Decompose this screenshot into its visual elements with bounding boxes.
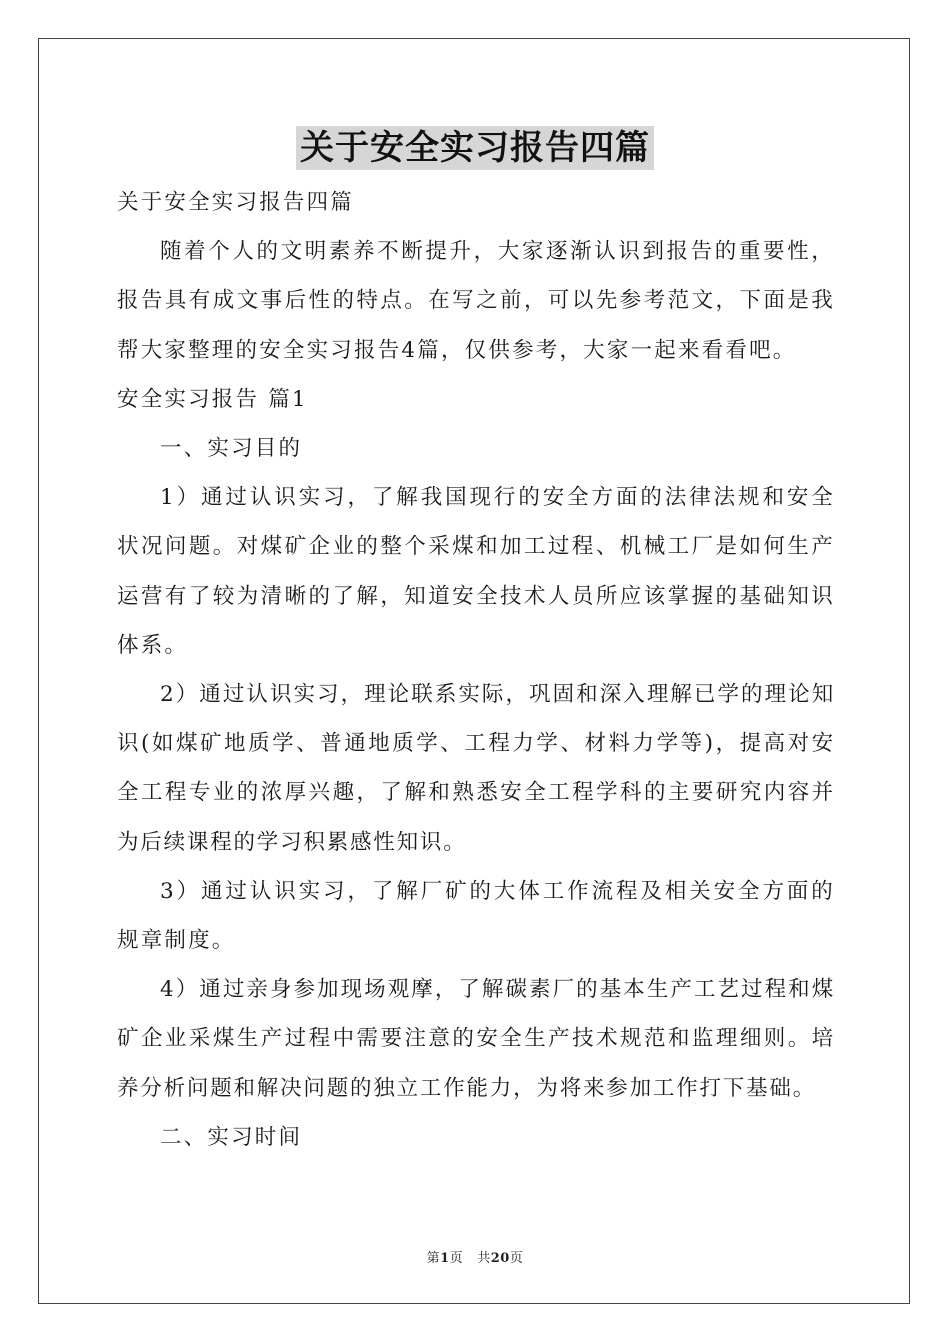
subsection-heading: 二、实习时间 [160,1124,303,1150]
paragraph: 2）通过认识实习，理论联系实际，巩固和深入理解已学的理论知识(如煤矿地质学、普通地质学、工程力学、材料力学等)，提高对安全工程专业的浓厚兴趣，了解和熟悉安全工程学科的主要研究内容并为后续课程的学习积累感性知识。 [117,682,835,855]
page-prefix: 第 [426,1251,441,1266]
paragraph: 3）通过认识实习，了解厂矿的大体工作流程及相关安全方面的规章制度。 [117,878,835,954]
paragraph: 随着个人的文明素养不断提升，大家逐渐认识到报告的重要性，报告具有成文事后性的特点。在写之前，可以先参考范文，下面是我帮大家整理的安全实习报告4篇，仅供参考，大家一起来看看吧。 [117,239,835,363]
page-footer [0,1247,950,1266]
total-prefix: 共 [477,1251,491,1266]
section-heading: 安全实习报告 篇1 [117,386,308,412]
subsection-heading: 一、实习目的 [160,436,303,462]
title-wrap [0,126,950,170]
page-unit: 页 [449,1251,464,1266]
page-current: 1 [440,1251,450,1266]
total-unit: 页 [509,1251,524,1266]
paragraph: 关于安全实习报告四篇 [117,190,355,215]
paragraph: 4）通过亲身参加现场观摩，了解碳素厂的基本生产工艺过程和煤矿企业采煤生产过程中需要注意的安全生产技术规范和监理细则。培养分析问题和解决问题的独立工作能力，为将来参加工作打下基础。 [117,977,835,1101]
document-body [117,178,835,1162]
document-title: 关于安全实习报告四篇 [296,126,654,170]
page-total: 20 [490,1251,510,1266]
paragraph: 1）通过认识实习，了解我国现行的安全方面的法律法规和安全状况问题。对煤矿企业的整个采煤和加工过程、机械工厂是如何生产运营有了较为清晰的了解，知道安全技术人员所应该掌握的基础知识体系。 [117,485,835,658]
